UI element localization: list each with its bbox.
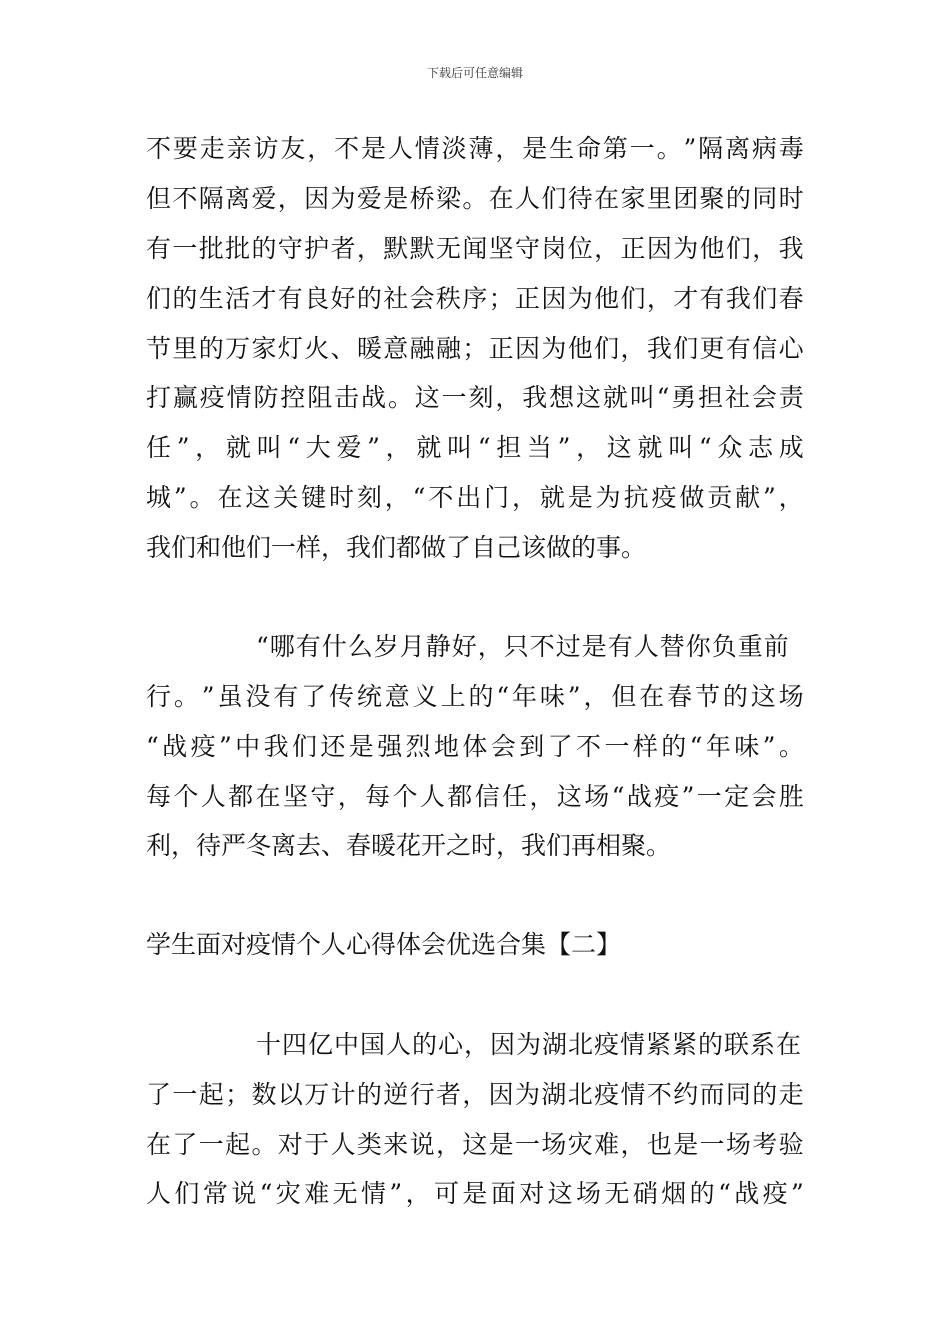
paragraph-1-line: 们 的 生 活 才 有 良 好 的 社 会 秩 序 ； 正 因 为 他 们 ， 才 有 我 们 春 xyxy=(146,284,804,313)
page-header: 下载后可任意编辑 xyxy=(426,66,523,80)
paragraph-1-line: 不 要 走 亲 访 友 ， 不 是 人 情 淡 薄 ， 是 生 命 第 一 。 ” 隔 离 病 毒 xyxy=(146,134,804,163)
paragraph-3-first-line: 十四亿中国人的心，因为湖北疫情紧紧的联系在 xyxy=(256,1030,803,1059)
paragraph-1-line: 任 ” ， 就 叫 “ 大 爱 ” ， 就 叫 “ 担 当 ” ， 这 就 叫 “ 众 志 成 xyxy=(146,433,804,462)
paragraph-1-line: 打 赢 疫 情 防 控 阻 击 战 。 这 一 刻 ， 我 想 这 就 叫 “ 勇 担 社 会 责 xyxy=(146,383,804,412)
paragraph-3-line: 人 们 常 说 “ 灾 难 无 情 ” ， 可 是 面 对 这 场 无 硝 烟 的 “ 战 疫 ” xyxy=(146,1179,804,1208)
paragraph-2-line: 行 。 ” 虽 没 有 了 传 统 意 义 上 的 “ 年 味 ” ， 但 在 春 节 的 这 场 xyxy=(146,682,804,711)
paragraph-1-line: 有 一 批 批 的 守 护 者 ， 默 默 无 闻 坚 守 岗 位 ， 正 因 为 他 们 ， 我 xyxy=(146,234,804,263)
paragraph-2-line: “ 战 疫 ” 中 我 们 还 是 强 烈 地 体 会 到 了 不 一 样 的 “ 年 味 ” 。 xyxy=(146,732,804,761)
paragraph-1-line: 城 ” 。 在 这 关 键 时 刻 ， “ 不 出 门 ， 就 是 为 抗 疫 做 贡 献 ” ， xyxy=(146,483,804,512)
paragraph-1-line: 但 不 隔 离 爱 ， 因 为 爱 是 桥 梁 。 在 人 们 待 在 家 里 团 聚 的 同 时 xyxy=(146,184,804,213)
paragraph-2-last-line: 利，待严冬离去、春暖花开之时，我们再相聚。 xyxy=(146,831,672,860)
paragraph-2-first-line: “哪有什么岁月静好，只不过是有人替你负重前 xyxy=(256,632,790,661)
section-heading: 学生面对疫情个人心得体会优选合集【二】 xyxy=(146,930,622,959)
paragraph-1-line: 节 里 的 万 家 灯 火 、 暖 意 融 融 ； 正 因 为 他 们 ， 我 们 更 有 信 心 xyxy=(146,334,804,363)
paragraph-3-line: 在 了 一 起 。 对 于 人 类 来 说 ， 这 是 一 场 灾 难 ， 也 是 一 场 考 验 xyxy=(146,1130,804,1159)
paragraph-2-line: 每 个 人 都 在 坚 守 ， 每 个 人 都 信 任 ， 这 场 “ 战 疫 ” 一 定 会 胜 xyxy=(146,782,804,811)
paragraph-1-last-line: 我们和他们一样，我们都做了自己该做的事。 xyxy=(146,533,647,562)
paragraph-3-line: 了 一 起 ； 数 以 万 计 的 逆 行 者 ， 因 为 湖 北 疫 情 不 约 而 同 的 走 xyxy=(146,1080,804,1109)
